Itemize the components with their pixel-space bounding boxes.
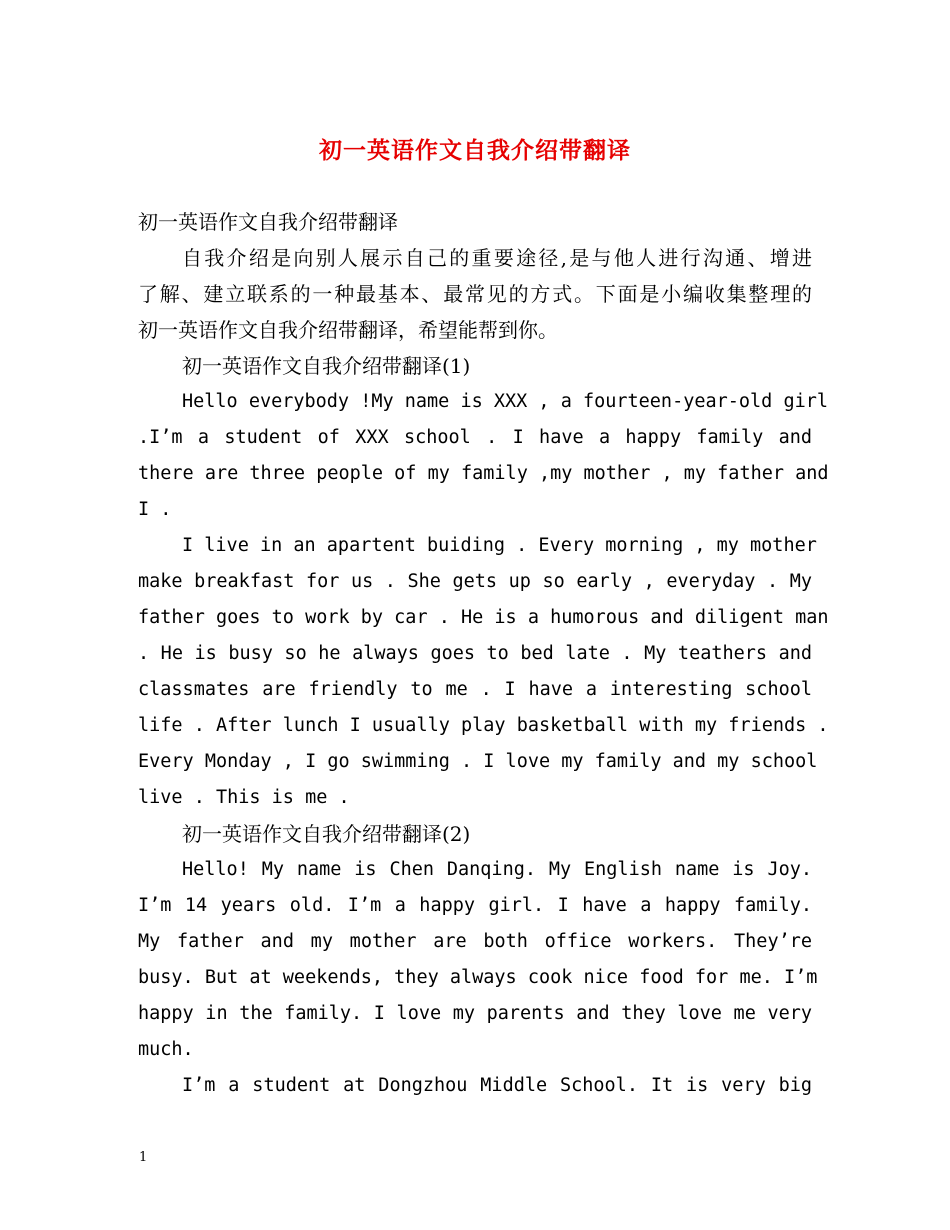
text-line: there are three people of my family ,my mother , my father and — [138, 463, 829, 484]
page-number: 1 — [139, 1150, 148, 1165]
text-line: I’m a student at Dongzhou Middle School. It is very big — [182, 1075, 812, 1096]
text-line: I . — [138, 499, 172, 520]
text-line: make breakfast for us . She gets up so early , everyday . My — [138, 571, 812, 592]
text-line: 自我介绍是向别人展示自己的重要途径,是与他人进行沟通、增进 — [182, 246, 812, 270]
text-line: 初一英语作文自我介绍带翻译，希望能帮到你。 — [138, 318, 558, 342]
document-title: 初一英语作文自我介绍带翻译 — [319, 137, 631, 164]
text-line: Every Monday , I go swimming . I love my family and my school — [138, 751, 818, 772]
text-line: My father and my mother are both office workers. They’re — [138, 931, 812, 952]
text-line: much. — [138, 1039, 194, 1060]
text-line: . He is busy so he always goes to bed late . My teathers and — [138, 643, 812, 664]
section-heading: 初一英语作文自我介绍带翻译(2) — [182, 822, 471, 846]
text-line: I live in an apartent buiding . Every morning , my mother — [182, 535, 817, 556]
text-line: busy. But at weekends, they always cook nice food for me. I’m — [138, 967, 818, 988]
text-line: Hello! My name is Chen Danqing. My English name is Joy. — [182, 859, 812, 880]
text-line: classmates are friendly to me . I have a interesting school — [138, 679, 812, 700]
text-line: Hello everybody !My name is XXX , a fourteen-year-old girl — [182, 391, 829, 412]
text-line: father goes to work by car . He is a humorous and diligent man — [138, 607, 829, 628]
section-heading: 初一英语作文自我介绍带翻译(1) — [182, 354, 471, 378]
text-line: 初一英语作文自我介绍带翻译 — [138, 210, 398, 234]
document-body — [138, 204, 829, 1104]
text-line: I’m 14 years old. I’m a happy girl. I have a happy family. — [138, 895, 812, 916]
text-line: happy in the family. I love my parents and they love me very — [138, 1003, 812, 1024]
text-line: live . This is me . — [138, 787, 350, 808]
text-line: life . After lunch I usually play basketball with my friends . — [138, 715, 829, 736]
text-line: .I’m a student of XXX school . I have a happy family and — [138, 427, 812, 448]
text-line: 了解、建立联系的一种最基本、最常见的方式。下面是小编收集整理的 — [138, 282, 812, 306]
